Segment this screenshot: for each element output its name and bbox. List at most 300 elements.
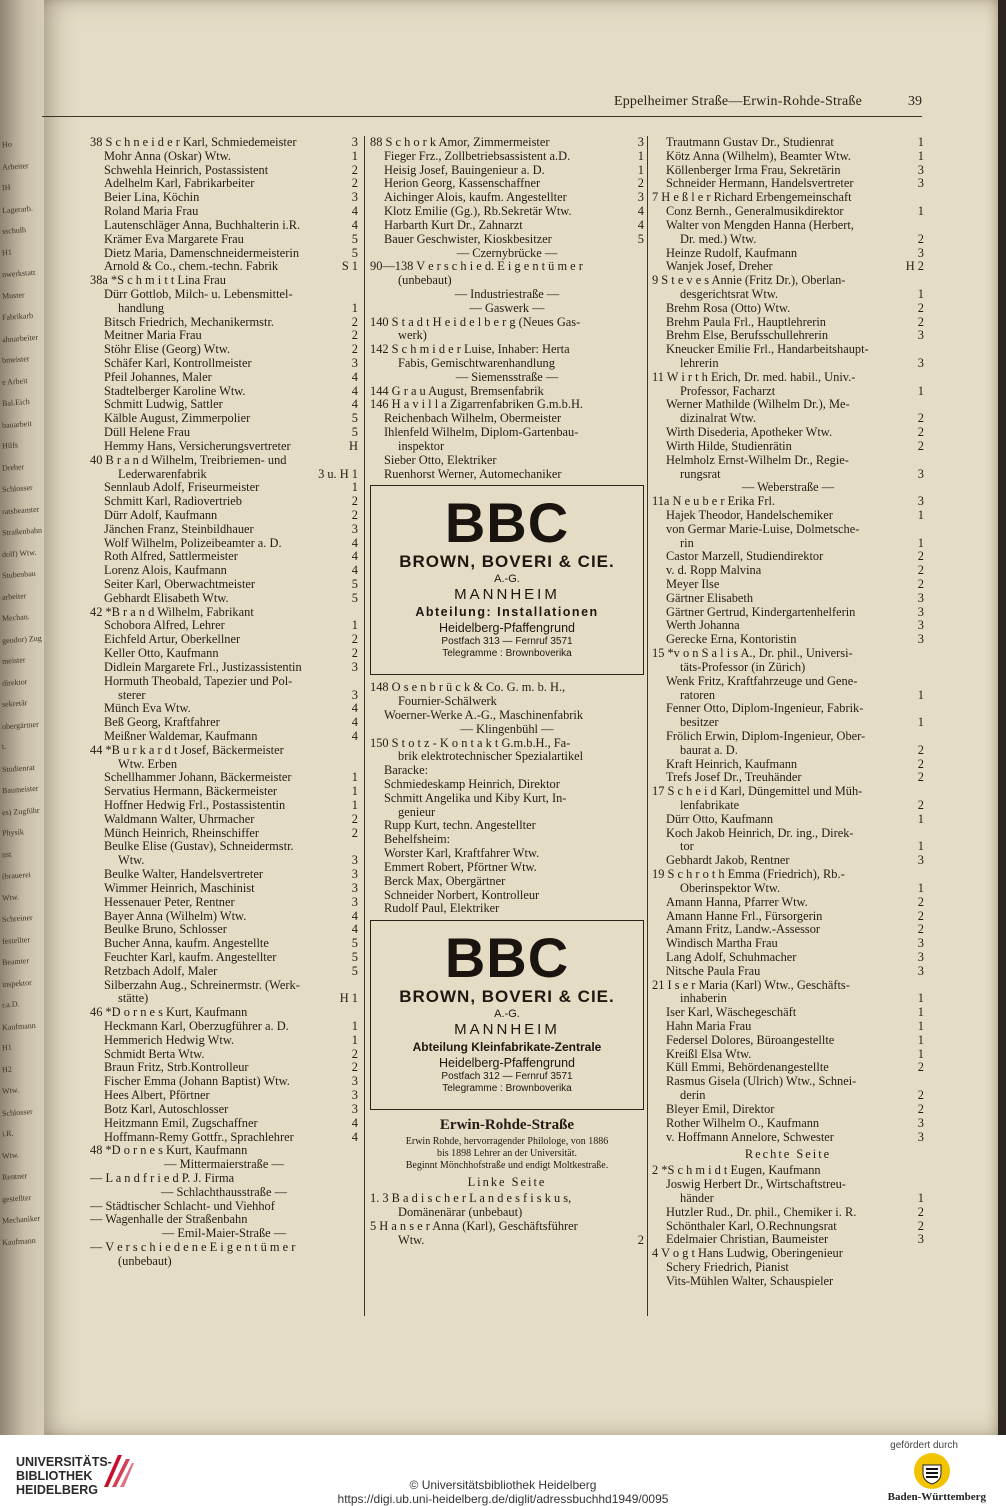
entry-text: — Emil-Maier-Straße — [161, 1227, 287, 1241]
entry-text: Schery Friedrich, Pianist [666, 1261, 789, 1274]
entry-text: Keller Otto, Kaufmann [104, 647, 219, 661]
entry-text: Schäfer Karl, Kontrollmeister [104, 357, 252, 370]
address-entry [90, 564, 358, 578]
address-entry [370, 468, 644, 482]
entry-text: 46 *D o r n e s Kurt, Kaufmann [90, 1006, 248, 1020]
entries-block [370, 681, 644, 916]
entry-text: händer [680, 1191, 714, 1205]
entry-text: Fabis, Gemischtwarenhandlung [398, 357, 555, 370]
floor-number: 5 [351, 246, 358, 260]
previous-page-fragment: i.R. [1, 1128, 14, 1139]
floor-number: 2 [917, 1219, 924, 1233]
entry-text: Feuchter Karl, kaufm. Angestellter [104, 950, 277, 964]
entry-text: werk) [398, 329, 427, 343]
entry-text: Ruenhorst Werner, Automechaniker [384, 467, 562, 481]
floor-number: 3 [917, 1233, 924, 1247]
entry-text: 88 S c h o r k Amor, Zimmermeister [370, 136, 550, 149]
entry-text: — Klingenbühl — [460, 722, 554, 736]
floor-number: 5 [351, 412, 358, 426]
previous-page-fragment: Baumeister [1, 783, 39, 796]
address-entry [652, 1275, 924, 1289]
address-entry [90, 219, 358, 233]
floor-number: 2 [351, 163, 358, 177]
address-entry [652, 233, 924, 247]
entry-text: Koch Jakob Heinrich, Dr. ing., Direk- [666, 826, 854, 840]
entry-text: Gärtner Elisabeth [666, 591, 754, 605]
floor-number: 3 [351, 1075, 358, 1089]
entry-text: Beulke Bruno, Schlosser [104, 923, 227, 937]
floor-number: 4 [351, 398, 358, 412]
street-divider [370, 288, 644, 302]
address-entry [90, 247, 358, 261]
entry-text: Servatius Hermann, Bäckermeister [104, 785, 278, 799]
entry-text: v. Hoffmann Annelore, Schwester [666, 1130, 834, 1144]
address-entry [652, 136, 924, 150]
floor-number: 2 [917, 771, 924, 785]
entry-text: Joswig Herbert Dr., Wirtschaftstreu- [666, 1178, 846, 1192]
address-entry [90, 302, 358, 316]
entry-text: Seiter Karl, Oberwachtmeister [104, 578, 256, 591]
address-entry [370, 164, 644, 178]
entry-text: 90—138 V e r s c h i e d. E i g e n t ü m e r [370, 260, 583, 274]
address-entry [652, 827, 924, 841]
entry-text: rin [680, 536, 694, 550]
floor-number: 1 [637, 149, 644, 163]
address-entry [652, 992, 924, 1006]
entry-text: Amann Hanne Frl., Fürsorgerin [666, 909, 823, 923]
entry-text: Fieger Frz., Zollbetriebsassistent a.D. [384, 149, 571, 163]
previous-page-fragment: H1 [1, 1042, 13, 1053]
entry-text: Meyer Ilse [666, 578, 720, 591]
entry-text: lehrerin [680, 357, 719, 370]
previous-page-fragment: Kaufmann [1, 1235, 37, 1247]
previous-page-fragment: Arbeiter [1, 160, 29, 172]
floor-number: 1 [917, 149, 924, 163]
previous-page-fragment: Studienrat [1, 762, 36, 774]
address-entry [652, 454, 924, 468]
previous-page-fragment: Lagerarb. [1, 203, 34, 215]
floor-number: 2 [917, 426, 924, 440]
street-divider [370, 247, 644, 261]
entry-text: Schmitt Karl, Radiovertrieb [104, 495, 242, 509]
street-divider [652, 481, 924, 495]
entry-text: Kraft Heinrich, Kaufmann [666, 757, 798, 771]
address-entry [90, 910, 358, 924]
entry-text: Beulke Walter, Handelsvertreter [104, 868, 263, 882]
previous-page-fragment: sekretär [1, 698, 28, 709]
address-entry [370, 440, 644, 454]
floor-number: 3 [917, 163, 924, 177]
floor-number: 1 [917, 205, 924, 219]
entry-text: Heisig Josef, Bauingenieur a. D. [384, 163, 545, 177]
address-entry [370, 764, 644, 778]
address-entry [90, 412, 358, 426]
floor-number: 1 [917, 992, 924, 1006]
address-entry [90, 233, 358, 247]
floor-number: 1 [351, 481, 358, 495]
address-entry [652, 495, 924, 509]
entry-text: Schellhammer Johann, Bäckermeister [104, 771, 292, 785]
entry-text: Rupp Kurt, techn. Angestellter [384, 819, 536, 833]
entry-text: Düll Helene Frau [104, 426, 191, 440]
address-entry [652, 329, 924, 343]
entry-text: 148 O s e n b r ü c k & Co. G. m. b. H., [370, 681, 566, 695]
address-entry [652, 785, 924, 799]
ad-department: Abteilung: Installationen [415, 605, 599, 620]
address-entry [652, 633, 924, 647]
address-entry [652, 302, 924, 316]
floor-number: 2 [351, 329, 358, 343]
funder-name[interactable]: Baden-Württemberg [887, 1491, 986, 1503]
entry-text: Trefs Josef Dr., Treuhänder [666, 771, 802, 785]
street-divider [370, 371, 644, 385]
address-entry [652, 1233, 924, 1247]
address-entry [90, 468, 358, 482]
address-entry [652, 537, 924, 551]
entry-text: — Industriestraße — [454, 287, 560, 301]
address-entry [90, 854, 358, 868]
entry-text: Schneider Hermann, Handelsvertreter [666, 177, 854, 191]
entry-text: genieur [398, 805, 436, 819]
floor-number: 1 [917, 1047, 924, 1061]
entry-text: 142 S c h m i d e r Luise, Inhaber: Herta [370, 343, 570, 357]
previous-page-fragment: meister [1, 655, 26, 666]
entry-text: inhaberin [680, 992, 727, 1006]
address-entry [90, 316, 358, 330]
entry-text: Roth Alfred, Sattlermeister [104, 550, 238, 564]
address-entry [652, 689, 924, 703]
address-entry [370, 454, 644, 468]
entry-text: Fournier-Schälwerk [398, 695, 497, 709]
address-entry [90, 1075, 358, 1089]
address-entry [90, 537, 358, 551]
entry-text: 17 S c h e i d Karl, Düngemittel und Müh- [652, 785, 863, 799]
entry-text: Kneucker Emilie Frl., Handarbeitshaupt- [666, 343, 869, 357]
address-entry [90, 992, 358, 1006]
entry-text: 40 B r a n d Wilhelm, Treibriemen- und [90, 453, 287, 467]
entry-text: — Siemensstraße — [455, 370, 559, 384]
address-entry [652, 813, 924, 827]
address-entry [90, 454, 358, 468]
entry-text: 9 S t e v e s Annie (Fritz Dr.), Oberlan- [652, 274, 846, 288]
address-entry [370, 150, 644, 164]
entry-text: Conz Bernh., Generalmusikdirektor [666, 205, 844, 219]
ad-ag: A.-G. [494, 1008, 520, 1021]
entry-text: besitzer [680, 716, 719, 730]
entry-text: Berck Max, Obergärtner [384, 874, 506, 888]
floor-number: 5 [351, 426, 358, 440]
address-entry [652, 799, 924, 813]
address-entry [652, 606, 924, 620]
floor-number: 1 [637, 163, 644, 177]
address-entry [90, 550, 358, 564]
entry-text: Woerner-Werke A.-G., Maschinenfabrik [384, 708, 584, 722]
floor-number: 2 [917, 1061, 924, 1075]
floor-number: S 1 [341, 260, 358, 274]
column-1 [90, 136, 358, 1269]
entry-text: tor [680, 840, 694, 854]
entry-text: Krämer Eva Margarete Frau [104, 232, 244, 246]
address-entry [370, 1192, 644, 1206]
address-entry [370, 681, 644, 695]
address-entry [652, 619, 924, 633]
address-entry [370, 177, 644, 191]
floor-number: 2 [917, 232, 924, 246]
floor-number: 3 [917, 177, 924, 191]
floor-number: 1 [917, 384, 924, 398]
street-description: bis 1898 Lehrer an der Universität. [437, 1148, 577, 1160]
previous-page-fragment: Mechan. [1, 612, 31, 623]
address-entry [90, 1061, 358, 1075]
previous-page-fragment: Wtw. [1, 1085, 20, 1096]
entry-text: Sieber Otto, Elektriker [384, 453, 497, 467]
column-rule [364, 136, 365, 1316]
address-entry [370, 1206, 644, 1220]
entry-text: Kreißl Elsa Wtw. [666, 1047, 752, 1061]
address-entry [652, 191, 924, 205]
street-description: Erwin Rohde, hervorragender Philologe, von 1886 [405, 1136, 609, 1148]
address-entry [90, 1089, 358, 1103]
entry-text: Amann Fritz, Landw.-Assessor [666, 923, 821, 937]
street-divider [370, 302, 644, 316]
entry-text: Professor, Facharzt [680, 384, 776, 398]
header-title: Eppelheimer Straße—Erwin-Rohde-Straße [613, 94, 862, 109]
footer-bar [0, 1435, 1006, 1506]
floor-number: 1 [351, 785, 358, 799]
address-entry [652, 771, 924, 785]
address-entry [652, 150, 924, 164]
address-entry [370, 233, 644, 247]
address-entry [90, 191, 358, 205]
floor-number: 3 [351, 660, 358, 674]
floor-number: 1 [351, 149, 358, 163]
previous-page-fragment: (brauerei [1, 870, 32, 881]
address-entry [90, 702, 358, 716]
address-entry [370, 385, 644, 399]
entry-text: Hoffmann-Remy Gottfr., Sprachlehrer [104, 1130, 294, 1144]
floor-number: 5 [351, 232, 358, 246]
previous-page-fragment: nst [1, 849, 12, 859]
entry-text: sterer [118, 688, 146, 702]
entry-text: Meißner Waldemar, Kaufmann [104, 729, 258, 743]
entry-text: — Mittermaierstraße — [164, 1158, 284, 1172]
floor-number: 5 [351, 964, 358, 978]
address-entry [652, 1020, 924, 1034]
address-entry [652, 164, 924, 178]
floor-number: 5 [351, 937, 358, 951]
floor-number: 2 [351, 1061, 358, 1075]
address-entry [370, 861, 644, 875]
floor-number: 3 [917, 937, 924, 951]
entry-text: Kötz Anna (Wilhelm), Beamter Wtw. [666, 149, 851, 163]
entry-text: Botz Karl, Autoschlosser [104, 1102, 229, 1116]
ad-department: Abteilung Kleinfabrikate-Zentrale [412, 1040, 602, 1055]
entry-text: inspektor [398, 439, 445, 453]
address-entry [90, 619, 358, 633]
floor-number: 4 [351, 370, 358, 384]
permalink[interactable]: https://digi.ub.uni-heidelberg.de/diglit/adressbuchhd1949/0095 [337, 1492, 669, 1506]
entry-text: 150 S t o t z - K o n t a k t G.m.b.H., Fa- [370, 736, 571, 750]
entry-text: Nitsche Paula Frau [666, 964, 761, 978]
entry-text: dizinalrat Wtw. [680, 412, 757, 426]
address-entry [90, 1172, 358, 1186]
entry-text: Brehm Paula Frl., Hauptlehrerin [666, 315, 827, 329]
street-divider [90, 1158, 358, 1172]
ad-city: MANNHEIM [454, 586, 560, 604]
entry-text: 140 S t a d t H e i d e l b e r g (Neues Gas- [370, 315, 581, 329]
address-entry [652, 647, 924, 661]
previous-page-fragment: Muster [1, 289, 25, 301]
previous-page-fragment: Wtw. [1, 1149, 20, 1161]
street-divider [90, 1227, 358, 1241]
entry-text: Klotz Emilie (Gg.), Rb.Sekretär Wtw. [384, 205, 572, 219]
page-number: 39 [908, 94, 922, 109]
entry-text: 21 I s e r Maria (Karl) Wtw., Geschäfts- [652, 978, 850, 992]
previous-page-fragment: sschulh [1, 225, 27, 236]
address-entry [90, 965, 358, 979]
entries-block [652, 1164, 924, 1288]
entry-text: Wtw. [118, 854, 145, 868]
floor-number: 2 [637, 1233, 644, 1247]
address-entry [652, 578, 924, 592]
address-entry [90, 177, 358, 191]
entry-text: Waldmann Walter, Uhrmacher [104, 812, 255, 826]
previous-page-fragment: nwerkstatt [1, 267, 36, 280]
previous-page-fragment: t. [1, 741, 7, 752]
address-entry [652, 468, 924, 482]
address-entry [652, 1131, 924, 1145]
ub-line: HEIDELBERG [16, 1483, 98, 1497]
previous-page-fragment: inspektor [1, 977, 33, 989]
ub-line: BIBLIOTHEK [16, 1469, 93, 1483]
address-entry [652, 1048, 924, 1062]
entry-text: Gebhardt Jakob, Rentner [666, 854, 790, 868]
entry-text: Dr. med.) Wtw. [680, 232, 757, 246]
entry-text: Beier Lina, Köchin [104, 191, 200, 205]
address-entry [652, 1061, 924, 1075]
floor-number: 3 [351, 1102, 358, 1116]
entry-text: Heitzmann Emil, Zugschaffner [104, 1116, 258, 1130]
entry-text: — L a n d f r i e d P. J. Firma [90, 1171, 235, 1185]
address-entry [652, 523, 924, 537]
entry-text: stätte) [118, 992, 149, 1006]
address-entry [652, 716, 924, 730]
entry-text: Trautmann Gustav Dr., Studienrat [666, 136, 834, 149]
entry-text: — Schlachthausstraße — [161, 1185, 287, 1199]
floor-number: 2 [917, 301, 924, 315]
ad-firm: BROWN, BOVERI & CIE. [399, 552, 615, 572]
entry-text: Walter von Mengden Hanna (Herbert, [666, 218, 854, 232]
floor-number: 1 [917, 812, 924, 826]
address-entry [90, 357, 358, 371]
address-entry [652, 923, 924, 937]
address-entry [652, 1206, 924, 1220]
entry-text: Rother Wilhelm O., Kaufmann [666, 1116, 820, 1130]
entry-text: Arnold & Co., chem.-techn. Fabrik [104, 260, 279, 274]
floor-number: 3 [351, 191, 358, 205]
address-entry [90, 1255, 358, 1269]
left-side-heading: Linke Seite [467, 1175, 547, 1190]
entry-text: Fenner Otto, Diplom-Ingenieur, Fabrik- [666, 702, 864, 716]
floor-number: 4 [351, 550, 358, 564]
address-entry [370, 205, 644, 219]
floor-number: 1 [351, 619, 358, 633]
address-entry [90, 716, 358, 730]
address-entry [652, 882, 924, 896]
address-entry [652, 1178, 924, 1192]
address-entry [370, 1220, 644, 1234]
street-divider [90, 1186, 358, 1200]
floor-number: 4 [351, 702, 358, 716]
address-entry [370, 426, 644, 440]
floor-number: 5 [351, 591, 358, 605]
floor-number: 3 [917, 1130, 924, 1144]
address-entry [90, 785, 358, 799]
entry-text: Stadtelberger Karoline Wtw. [104, 384, 246, 398]
floor-number: H 2 [905, 260, 924, 274]
floor-number: 4 [637, 218, 644, 232]
floor-number: 1 [917, 136, 924, 149]
street-divider [370, 723, 644, 737]
address-entry [652, 1034, 924, 1048]
entry-text: 42 *B r a n d Wilhelm, Fabrikant [90, 605, 254, 619]
address-entry [90, 1117, 358, 1131]
address-entry [652, 550, 924, 564]
funded-by-label: gefördert durch [890, 1440, 958, 1451]
address-entry [90, 1144, 358, 1158]
address-entry [90, 329, 358, 343]
floor-number: 2 [917, 757, 924, 771]
floor-number: 2 [917, 895, 924, 909]
ad-postfach: Postfach 312 — Fernruf 3571 [441, 1071, 573, 1083]
address-entry [370, 136, 644, 150]
entry-text: Beß Georg, Kraftfahrer [104, 716, 220, 730]
address-entry [90, 481, 358, 495]
floor-number: 4 [637, 205, 644, 219]
entry-text: Hemmy Hans, Versicherungsvertreter [104, 439, 291, 453]
previous-page-fragment: Wtw. [1, 891, 20, 903]
address-entry [90, 840, 358, 854]
address-entry [90, 1103, 358, 1117]
entry-text: von Germar Marie-Luise, Dolmetsche- [666, 522, 860, 536]
street-description: Beginnt Mönchhofstraße und endigt Moltkestraße. [405, 1160, 609, 1172]
floor-number: 2 [351, 315, 358, 329]
ad-city: MANNHEIM [454, 1021, 560, 1039]
entry-text: Wenk Fritz, Kraftfahrzeuge und Gene- [666, 674, 858, 688]
address-entry [90, 827, 358, 841]
floor-number: 3 [351, 881, 358, 895]
entry-text: Hemmerich Hedwig Wtw. [104, 1033, 235, 1047]
address-entry [652, 288, 924, 302]
floor-number: 1 [351, 771, 358, 785]
entry-text: Braun Fritz, Strb.Kontrolleur [104, 1061, 249, 1075]
address-entry [652, 979, 924, 993]
entry-text: Didlein Margarete Frl., Justizassistentin [104, 660, 302, 674]
previous-page-fragment: Bal.Eich [1, 397, 31, 408]
floor-number: 3 [637, 136, 644, 149]
floor-number: 2 [351, 826, 358, 840]
entry-text: v. d. Ropp Malvina [666, 564, 762, 578]
address-entry [652, 357, 924, 371]
entry-text: Helmholz Ernst-Wilhelm Dr., Regie- [666, 453, 849, 467]
previous-page-fragment: arbeiter [1, 590, 27, 602]
floor-number: 1 [917, 1033, 924, 1047]
street-heading: Erwin-Rohde-Straße [439, 1117, 575, 1134]
floor-number: 2 [917, 578, 924, 591]
address-entry [652, 744, 924, 758]
address-entry [652, 316, 924, 330]
entry-text: Reichenbach Wilhelm, Obermeister [384, 412, 562, 426]
